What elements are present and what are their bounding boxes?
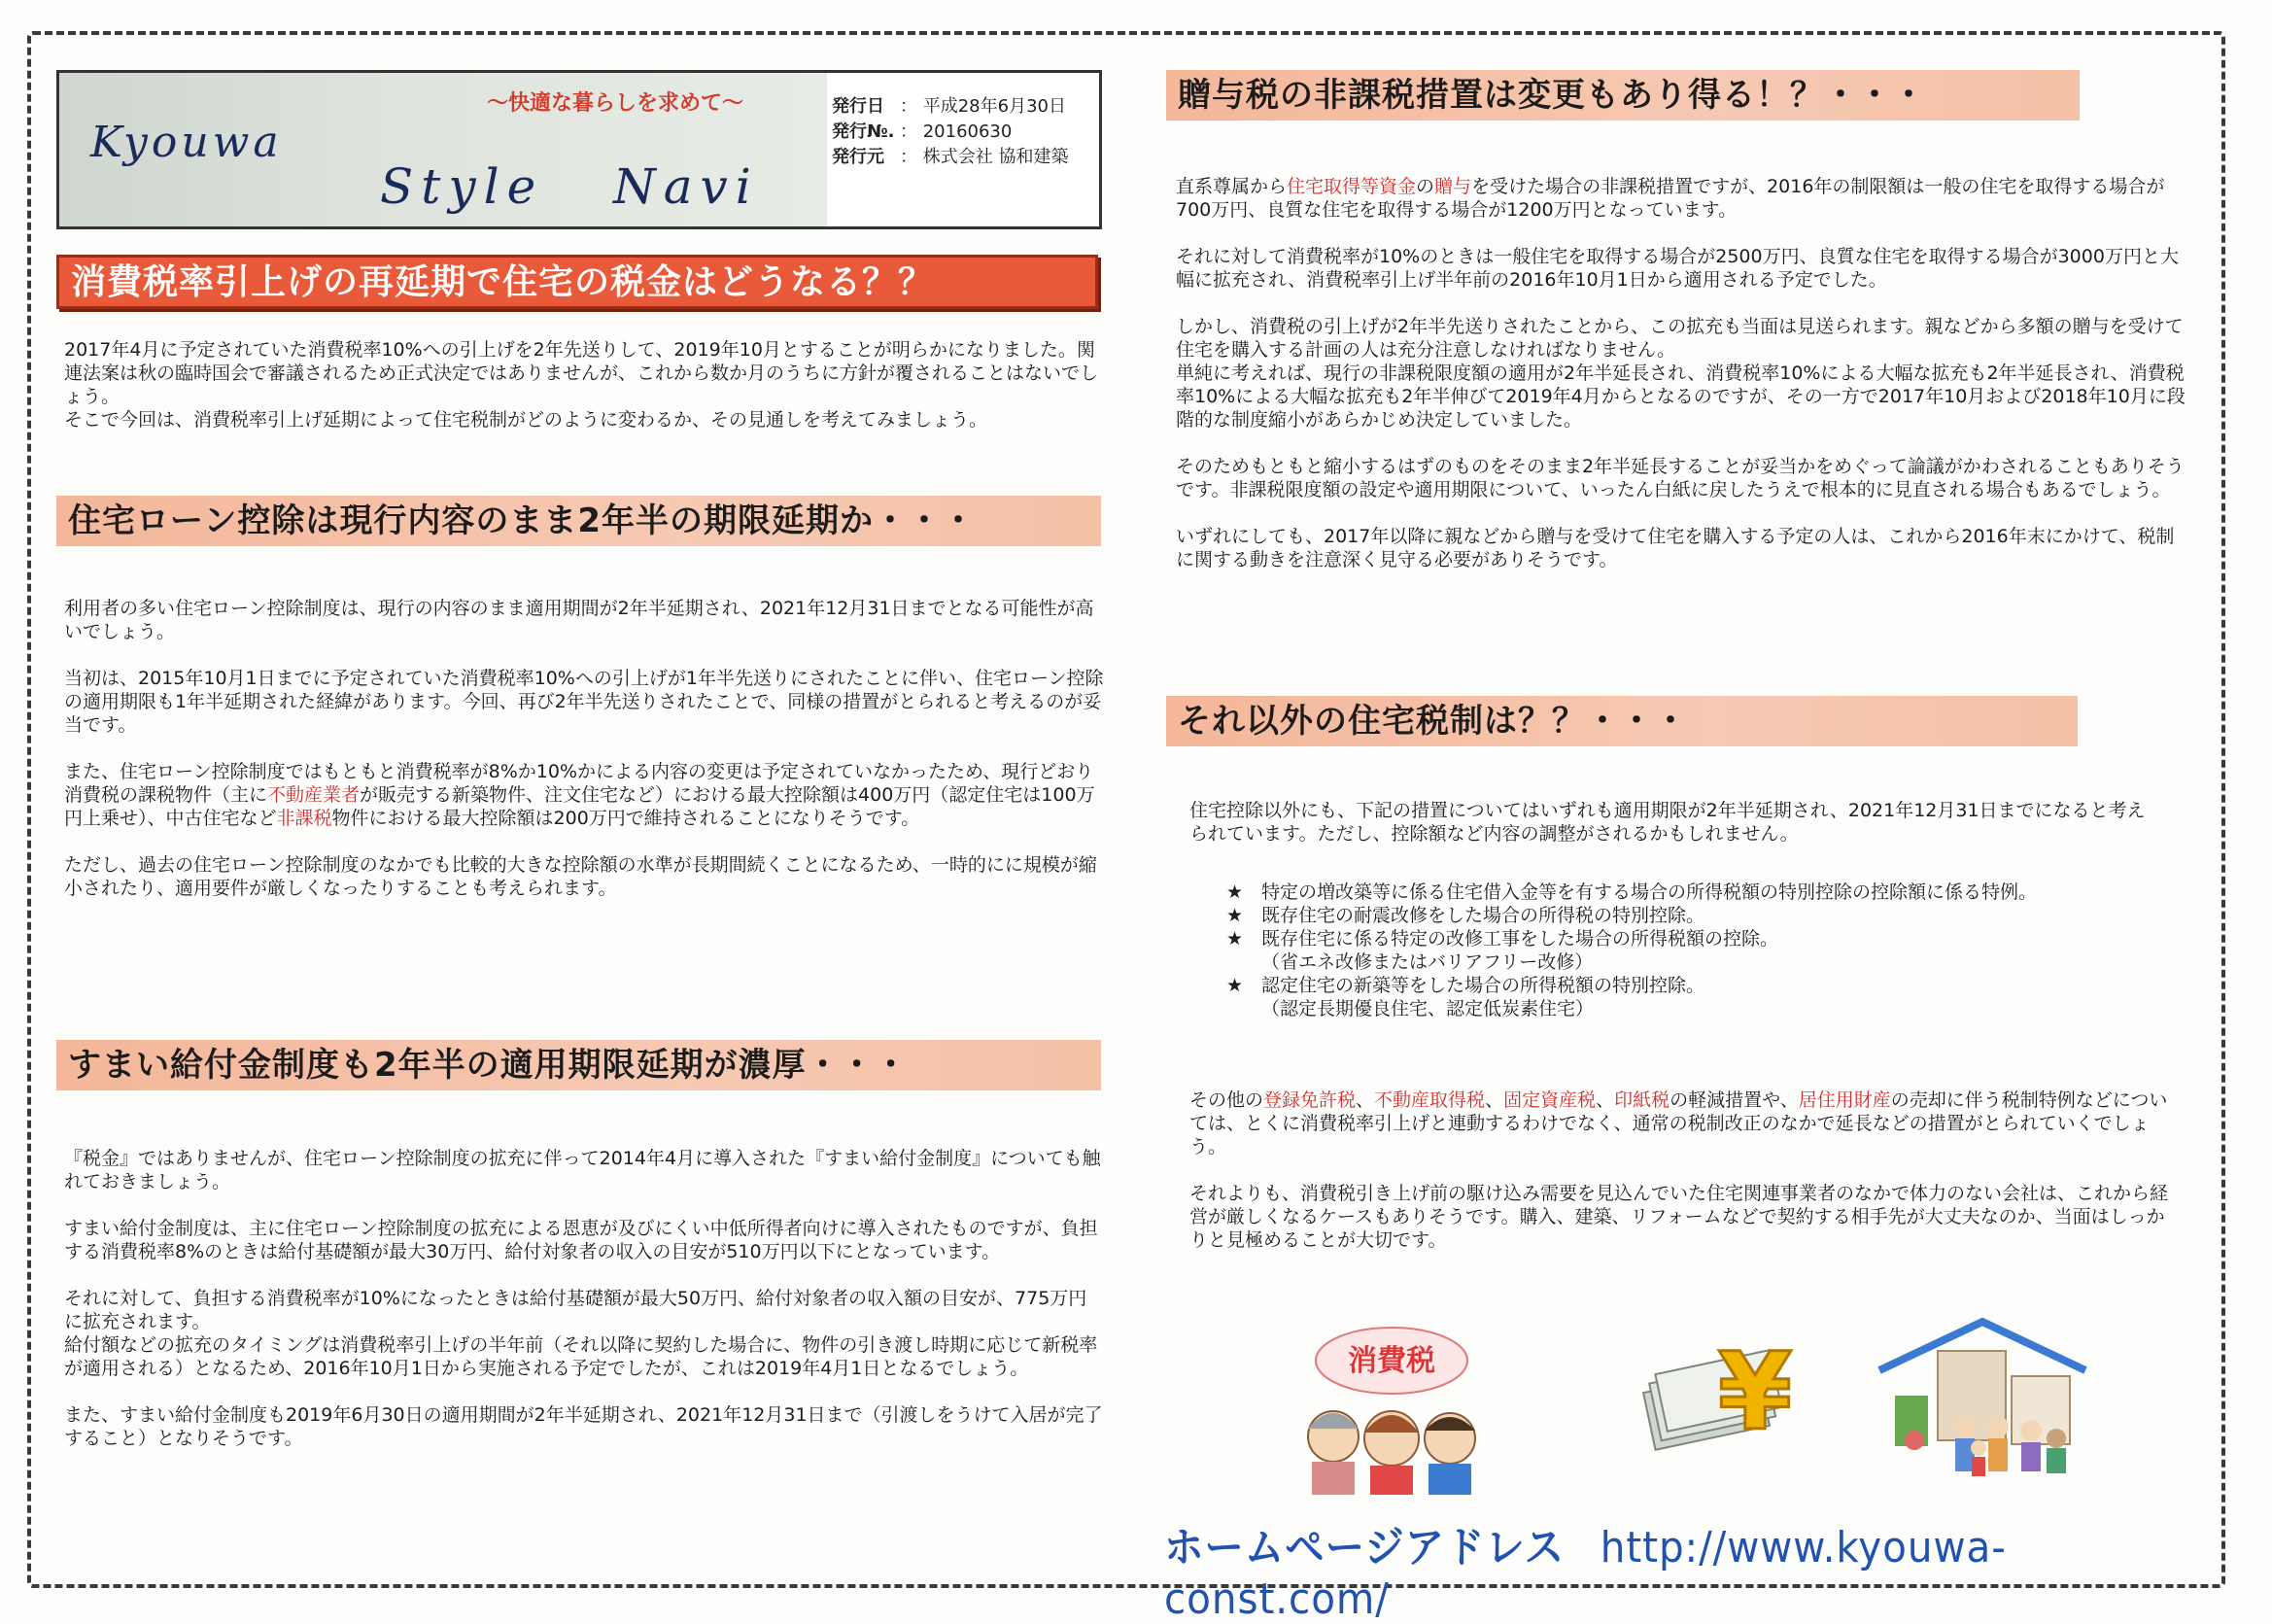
gift-paragraph-2: それに対して消費税率が10%のときは一般住宅を取得する場合が2500万円、良質な住宅を取得する場合が3000万円と大幅に拡充され、消費税率引上げ半年前の2016年10月1日から適用される予定でした。 <box>1176 246 2179 291</box>
section-title-sumai: すまい給付金制度も2年半の適用期限延期が濃厚・・・ <box>56 1040 1101 1090</box>
family-house-illustration <box>1876 1318 2089 1485</box>
issue-info <box>832 94 1068 170</box>
tagline: ～快適な暮らしを求めて～ <box>487 91 744 116</box>
masthead <box>56 70 1102 229</box>
other-paragraph-3: それよりも、消費税引き上げ前の駆け込み需要を見込んでいた住宅関連事業者のなかで体力のない会社は、これから経営が厳しくなるケースもありそうです。購入、建築、リフォームなどで契約する相手先が大丈夫なのか、当面はしっかりと見極めることが大切です。 <box>1189 1183 2169 1251</box>
star-icon: ★ <box>1226 928 1244 950</box>
logo-word-style: Style <box>380 158 544 215</box>
list-item: ★ 既存住宅に係る特定の改修工事をした場合の所得税額の控除。 <box>1226 928 1779 950</box>
star-icon: ★ <box>1226 905 1244 926</box>
issue-no: ： 20160630 <box>900 121 1013 142</box>
money-illustration <box>1638 1322 1823 1468</box>
intro-text <box>64 338 1104 432</box>
section-body-sumai <box>64 1147 1104 1473</box>
section-title-loan: 住宅ローン控除は現行内容のまま2年半の期限延期か・・・ <box>56 496 1101 546</box>
list-item: ★ 特定の増改築等に係る住宅借入金等を有する場合の所得税額の特別控除の控除額に係る特例。 <box>1226 881 2038 903</box>
sumai-paragraph-2: すまい給付金制度は、主に住宅ローン控除制度の拡充による恩恵が及びにくい中低所得者向けに導入されたものですが、負担する消費税率8%のときは給付基礎額が最大30万円、給付対象者の収入の目安が510万円以下にとなっています。 <box>64 1218 1098 1262</box>
section-title-gift: 贈与税の非課税措置は変更もあり得る！？・・・ <box>1166 70 2080 121</box>
issue-date: ： 平成28年6月30日 <box>900 96 1066 117</box>
highlight-stamp-tax: 印紙税 <box>1614 1089 1670 1111</box>
section-body-other <box>1189 1088 2171 1275</box>
loan-paragraph-1: 利用者の多い住宅ローン控除制度は、現行の内容のまま適用期間が2年半延期され、2021年12月31日までとなる可能性が高いでしょう。 <box>64 598 1094 642</box>
measures-list <box>1226 881 2188 1020</box>
gift-paragraph-4: 単純に考えれば、現行の非課税限度額の適用が2年半延長され、消費税率10%による大幅な拡充も2年半延長され、消費税率10%による大幅な拡充も2年半伸びて2019年4月からとなるのですが、その一方で2017年10月および2018年10月に段階的な制度縮小があらかじめ決定していました。 <box>1176 363 2186 431</box>
list-item-note: （省エネ改修またはバリアフリー改修） <box>1261 951 1594 973</box>
loan-paragraph-4: ただし、過去の住宅ローン控除制度のなかでも比較的大きな控除額の水準が長期間続くことになるため、一時的にに規模が縮小されたり、適用要件が厳しくなったりすることも考えられます。 <box>64 854 1097 899</box>
sumai-paragraph-4: 給付額などの拡充のタイミングは消費税率引上げの半年前（それ以降に契約した場合に、物件の引き渡し時期に応じて新税率が適用される）となるため、2016年10月1日から実施される予定でしたが、これは2019年4月1日となるでしょう。 <box>64 1334 1098 1379</box>
list-item: ★ 認定住宅の新築等をした場合の所得税額の特別控除。 <box>1226 975 1705 996</box>
star-icon: ★ <box>1226 975 1244 996</box>
tax-sign-text: 消費税 <box>1348 1344 1435 1378</box>
loan-paragraph-3: また、住宅ローン控除制度ではもともと消費税率が8%か10%かによる内容の変更は予定されていなかったため、現行どおり消費税の課税物件（主に不動産業者が販売する新築物件、注文住宅など）における最大控除額は400万円（認定住宅は100万円上乗せ）、中古住宅など非課税物件における最大控除額は200万円で維持されることになりそうです。 <box>64 761 1095 829</box>
gift-paragraph-5: そのためもともと縮小するはずのものをそのまま2年半延長することが妥当かをめぐって論議がかわされることもありそうです。非課税限度額の設定や適用期限について、いったん白紙に戻したうえで根本的に見直される場合もあるでしょう。 <box>1176 456 2185 501</box>
intro-paragraph-1: 2017年4月に予定されていた消費税率10%への引上げを2年先送りして、2019年10月とすることが明らかになりました。関連法案は秋の臨時国会で審議されるため正式決定ではありませんが、これから数か月のうちに方針が覆されることはないでしょう。 <box>64 339 1099 407</box>
highlight-acquisition-tax: 不動産取得税 <box>1374 1089 1486 1111</box>
highlight-gift: 贈与 <box>1434 176 1472 197</box>
intro-paragraph-2: そこで今回は、消費税率引上げ延期によって住宅税制がどのように変わるか、その見通しを考えてみましょう。 <box>64 409 988 431</box>
logo-word-navi: Navi <box>613 158 759 215</box>
section-body-loan <box>64 597 1104 923</box>
issue-date-label: 発行日 <box>832 96 884 117</box>
homepage-url-link[interactable]: http://www.kyouwa-const.com/ <box>1164 1523 2007 1624</box>
consumption-tax-illustration <box>1275 1320 1508 1495</box>
publisher: ： 株式会社 協和建築 <box>900 147 1069 167</box>
sumai-paragraph-3: それに対して、負担する消費税率が10%になったときは給付基礎額が最大50万円、給付対象者の収入額の目安が、775万円に拡充されます。 <box>64 1288 1087 1332</box>
homepage-label: ホームページアドレス <box>1164 1523 1565 1572</box>
section-body-gift <box>1176 175 2186 595</box>
star-icon: ★ <box>1226 881 1244 903</box>
sumai-paragraph-5: また、すまい給付金制度も2019年6月30日の適用期間が2年半延期され、2021年12月31日まで（引渡しをうけて入居が完了すること）となりそうです。 <box>64 1404 1103 1449</box>
highlight-tax-exempt: 非課税 <box>276 808 332 829</box>
yen-icon: ¥ <box>1717 1330 1793 1454</box>
gift-paragraph-1: 直系尊属から住宅取得等資金の贈与を受けた場合の非課税措置ですが、2016年の制限額は一般の住宅を取得する場合が700万円、良質な住宅を取得する場合が1200万円となっています。 <box>1176 176 2165 221</box>
gift-paragraph-3: しかし、消費税の引上げが2年半先送りされたことから、この拡充も当面は見送られます。親などから多額の贈与を受けて住宅を購入する計画の人は充分注意しなければなりません。 <box>1176 316 2184 361</box>
highlight-registration-tax: 登録免許税 <box>1263 1089 1357 1111</box>
list-item-note: （認定長期優良住宅、認定低炭素住宅） <box>1261 998 1595 1019</box>
highlight-real-estate-agent: 不動産業者 <box>267 784 361 806</box>
other-paragraph-1: 住宅控除以外にも、下記の措置についてはいずれも適用期限が2年半延期され、2021年12月31日までになると考えられています。ただし、控除額など内容の調整がされるかもしれません。 <box>1189 800 2146 845</box>
section-title-other: それ以外の住宅税制は？？・・・ <box>1166 696 2078 746</box>
list-item: ★ 既存住宅の耐震改修をした場合の所得税の特別控除。 <box>1226 905 1705 926</box>
other-paragraph-2: その他の登録免許税、不動産取得税、固定資産税、印紙税の軽減措置や、居住用財産の売却に伴う税制特例などについては、とくに消費税率引上げと連動するわけでなく、通常の税制改正のなかで延長などの措置がとられていくでしょう。 <box>1189 1089 2168 1158</box>
main-headline: 消費税率引上げの再延期で住宅の税金はどうなる？？ <box>56 255 1098 309</box>
highlight-residential-property: 居住用財産 <box>1798 1089 1891 1111</box>
sumai-paragraph-1: 『税金』ではありませんが、住宅ローン控除制度の拡充に伴って2014年4月に導入された『すまい給付金制度』についても触れておきましょう。 <box>64 1148 1101 1192</box>
issue-no-label: 発行№. <box>832 121 895 142</box>
logo-word-kyouwa: Kyouwa <box>90 118 283 167</box>
highlight-housing-funds: 住宅取得等資金 <box>1287 176 1417 197</box>
loan-paragraph-2: 当初は、2015年10月1日までに予定されていた消費税率10%への引上げが1年半先送りにされたことに伴い、住宅ローン控除の適用期限も1年半延期された経緯があります。今回、再び2年半先送りされたことで、同様の措置がとられると考えるのが妥当です。 <box>64 668 1104 736</box>
publisher-label: 発行元 <box>832 147 884 167</box>
homepage-address <box>1164 1512 2184 1624</box>
gift-paragraph-6: いずれにしても、2017年以降に親などから贈与を受けて住宅を購入する予定の人は、これから2016年末にかけて、税制に関する動きを注意深く見守る必要がありそうです。 <box>1176 526 2175 570</box>
highlight-property-tax: 固定資産税 <box>1503 1089 1597 1111</box>
